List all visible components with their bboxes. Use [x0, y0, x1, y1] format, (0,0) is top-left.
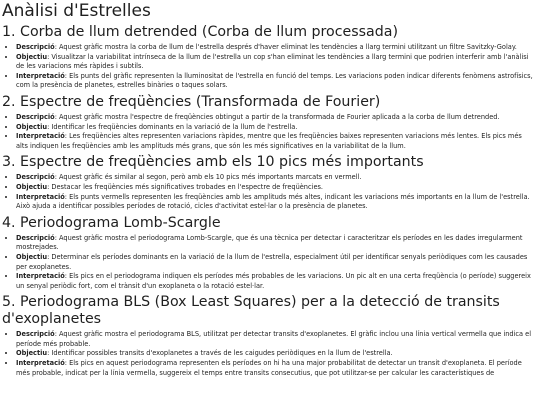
bullet-label: Interpretació	[16, 71, 65, 80]
section-bullet-list	[2, 234, 534, 292]
bullet-text: : Destacar les freqüències més significatives trobades en l'espectre de freqüències.	[47, 182, 324, 191]
section-bullet-list	[2, 113, 534, 151]
bullet-text: : Els pics en el periodograma indiquen els períodes més probables de les variacions. Un pic alt en una certa freqüència (o període) suggereix un senyal periòdic fort, com el trànsit d'un exoplaneta o la rotació estel·lar.	[16, 272, 531, 290]
section-bullet-list	[2, 330, 534, 378]
bullet-item	[16, 272, 534, 291]
bullet-text: : Aquest gràfic mostra l'espectre de freqüències obtingut a partir de la transformada de Fourier aplicada a la corba de llum detrended.	[54, 112, 500, 121]
bullet-label: Descripció	[16, 330, 55, 339]
bullet-label: Descripció	[16, 173, 55, 182]
bullet-item	[16, 234, 534, 253]
bullet-item	[16, 173, 534, 183]
bullet-label: Interpretació	[16, 192, 65, 201]
bullet-label: Descripció	[16, 112, 55, 121]
bullet-item	[16, 330, 534, 349]
section-bullet-list	[2, 43, 534, 91]
bullet-label: Interpretació	[16, 359, 65, 368]
bullet-text: : Determinar els períodes dominants en la variació de la llum de l'estrella, especialment útil per identificar senyals periòdiques com les causades per exoplanetes.	[16, 252, 528, 271]
bullet-label: Interpretació	[16, 272, 65, 281]
section-heading: 5. Periodograma BLS (Box Least Squares) per a la detecció de transits d'exoplanetes	[2, 294, 500, 328]
bullet-item	[16, 359, 534, 378]
bullet-text: : Aquest gràfic és similar al segon, però amb els 10 pics més importants marcats en vermell.	[54, 173, 362, 182]
section-bullet-list	[2, 173, 534, 211]
bullet-text: : Identificar les freqüències dominants en la variació de la llum de l'estrella.	[47, 122, 298, 131]
bullet-text: : Els punts del gràfic representen la lluminositat de l'estrella en funció del temps. Les variacions poden indicar diferents fenòmens astrofísics, com la presència de planetes, estrelles binàries o taques solars.	[16, 71, 533, 90]
page-title: Anàlisi d'Estrelles	[2, 1, 151, 21]
bullet-label: Interpretació	[16, 132, 65, 141]
bullet-text: : Aquest gràfic mostra el periodograma Lomb-Scargle, que és una tècnica per detectar i caracteritzar els períodes en les dades irregularment mostrejades.	[16, 233, 523, 252]
bullet-text: : Aquest gràfic mostra el periodograma BLS, utilitzat per detectar transits d'exoplanetes. El gràfic inclou una línia vertical vermella que indica el període més probable.	[16, 330, 532, 348]
bullet-label: Objectiu	[16, 122, 48, 131]
section-heading: 3. Espectre de freqüències amb els 10 pics més importants	[2, 154, 424, 171]
bullet-text: : Les freqüències altes representen variacions ràpides, mentre que les freqüències baixes representen variacions més lentes. Els pics més alts indiquen les freqüències amb les amplituds més grans, que són les més significatives en la variabilitat de la llum.	[16, 132, 522, 150]
bullet-item	[16, 132, 534, 151]
bullet-text: : Aquest gràfic mostra la corba de llum de l'estrella després d'haver eliminat les tendències a llarg termini utilitzant un filtre Savitzky-Golay.	[54, 43, 517, 51]
bullet-label: Objectiu	[16, 182, 48, 191]
bullet-item	[16, 349, 534, 359]
bullet-text: : Els punts vermells representen les freqüències amb les amplituds més altes, indicant les variacions més importants en la llum de l'estrella. Això ajuda a identificar possibles períodes de rotació, cicles d'activitat estel·lar o la presència de planetes.	[16, 192, 530, 211]
section-heading: 2. Espectre de freqüències (Transformada de Fourier)	[2, 93, 381, 110]
bullet-item	[16, 123, 534, 133]
bullet-item	[16, 53, 534, 72]
bullet-label: Descripció	[16, 43, 55, 51]
bullet-label: Objectiu	[16, 349, 48, 358]
bullet-item	[16, 113, 534, 123]
bullet-label: Objectiu	[16, 252, 48, 261]
bullet-item	[16, 72, 534, 91]
bullet-item	[16, 193, 534, 212]
section-heading: 1. Corba de llum detrended (Corba de llum processada)	[2, 24, 398, 40]
bullet-item	[16, 183, 534, 193]
section-heading: 4. Periodograma Lomb-Scargle	[2, 214, 221, 231]
sections-container	[2, 24, 534, 378]
bullet-item	[16, 253, 534, 272]
bullet-item	[16, 43, 534, 53]
bullet-text: : Identificar possibles transits d'exoplanetes a través de les caigudes periòdiques en la llum de l'estrella.	[47, 349, 393, 358]
bullet-label: Objectiu	[16, 52, 48, 61]
bullet-label: Descripció	[16, 233, 55, 242]
bullet-text: : Visualitzar la variabilitat intrínseca de la llum de l'estrella un cop s'han eliminat les tendències a llarg termini que podrien interferir amb l'anàlisi de les variacions més ràpides i subtils.	[16, 52, 529, 71]
bullet-text: : Els pics en aquest periodograma representen els períodes on hi ha una major probabilitat de detectar un transit d'exoplaneta. El període més probable, indicat per la línia vermella, suggereix el temps entre transits consecutius, que pot utilitzar-se per calcular les característiques de	[16, 359, 522, 377]
